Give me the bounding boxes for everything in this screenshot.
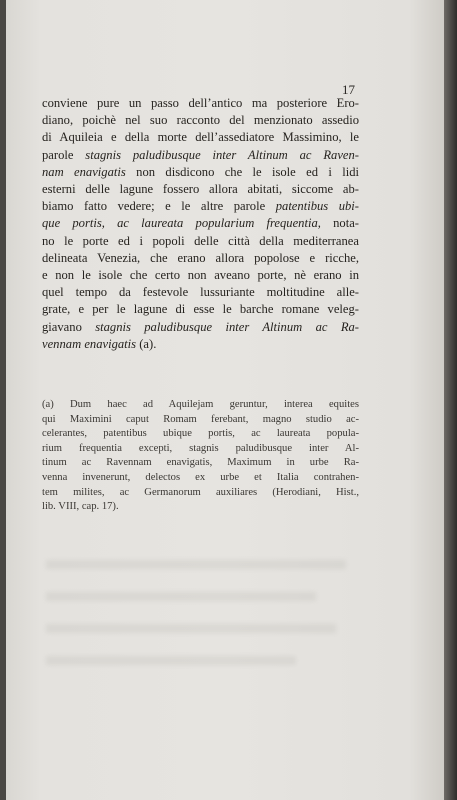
bleed-through-shadow <box>46 656 296 665</box>
text-line <box>42 319 359 336</box>
text-line <box>42 164 359 181</box>
text-line <box>42 215 359 232</box>
book-page <box>6 0 444 800</box>
text-line <box>42 233 359 250</box>
footnote-line: rium frequentia excepti, stagnis paludibusque inter Al- <box>42 442 359 454</box>
text-run: e non le isole che certo non aveano porte, nè erano in <box>42 268 359 283</box>
latin-quote: patentibus ubi- <box>275 199 359 214</box>
text-line <box>42 284 359 301</box>
text-line <box>42 147 359 164</box>
text-run: parole <box>42 147 86 162</box>
text-run: conviene pure un passo dell’antico ma posteriore Ero- <box>42 96 359 110</box>
text-run: biamo fatto vedere; e le altre parole <box>42 199 276 214</box>
text-run: quel tempo da festevole lussuriante moltitudine alle- <box>42 285 359 300</box>
text-run: (a). <box>136 336 157 351</box>
text-run: non disdicono che le isole ed i lidi <box>125 164 359 179</box>
footnote-line: (a) Dum haec ad Aquilejam geruntur, interea equites <box>42 399 359 410</box>
footnote-line: tem milites, ac Germanorum auxiliares (Herodiani, Hist., <box>42 486 359 498</box>
bleed-through-shadow <box>46 592 316 601</box>
page-edge <box>444 0 457 800</box>
footnote <box>42 398 359 515</box>
text-line <box>42 112 359 129</box>
footnote-line: qui Maximini caput Romam ferebant, magno studio ac- <box>42 413 359 425</box>
text-line <box>42 336 359 353</box>
latin-quote: vennam enavigatis <box>42 336 137 351</box>
footnote-line: lib. VIII, cap. 17). <box>42 501 119 513</box>
main-text <box>42 95 359 353</box>
bleed-through-shadow <box>46 624 336 633</box>
text-run: esterni delle lagune fossero allora abitati, siccome ab- <box>42 182 359 197</box>
text-run: no le porte ed i popoli delle città della mediterranea <box>42 233 359 248</box>
latin-quote: stagnis paludibusque inter Altinum ac Ra- <box>95 319 359 334</box>
text-line <box>42 301 359 318</box>
text-line <box>42 95 359 112</box>
text-line <box>42 250 359 267</box>
text-line <box>42 267 359 284</box>
latin-quote: que portis, ac laureata popularium frequentia, <box>42 216 321 231</box>
text-run: nota- <box>320 216 359 231</box>
latin-quote: stagnis paludibusque inter Altinum ac Raven- <box>85 147 359 162</box>
footnote-line: tinum ac Ravennam enavigatis, Maximum in urbe Ra- <box>42 457 359 469</box>
text-run: grate, e per le lagune di esse le barche romane veleg- <box>42 302 359 317</box>
footnote-line: celerantes, patentibus ubique portis, ac laureata popula- <box>42 428 359 440</box>
text-run: delineata Venezia, che erano allora popolose e ricche, <box>42 250 359 265</box>
text-line <box>42 198 359 215</box>
page-number: 17 <box>342 82 355 97</box>
text-line <box>42 181 359 198</box>
footnote-line: venna invenerunt, delectos ex urbe et Italia contrahen- <box>42 471 359 483</box>
bleed-through-shadow <box>46 560 346 569</box>
text-run: giavano <box>42 319 96 334</box>
latin-quote: nam enavigatis <box>42 164 126 179</box>
text-run: diano, poichè nel suo racconto del menzionato assedio <box>42 113 359 128</box>
text-line <box>42 129 359 146</box>
text-run: di Aquileia e della morte dell’assediatore Massimino, le <box>42 130 359 145</box>
